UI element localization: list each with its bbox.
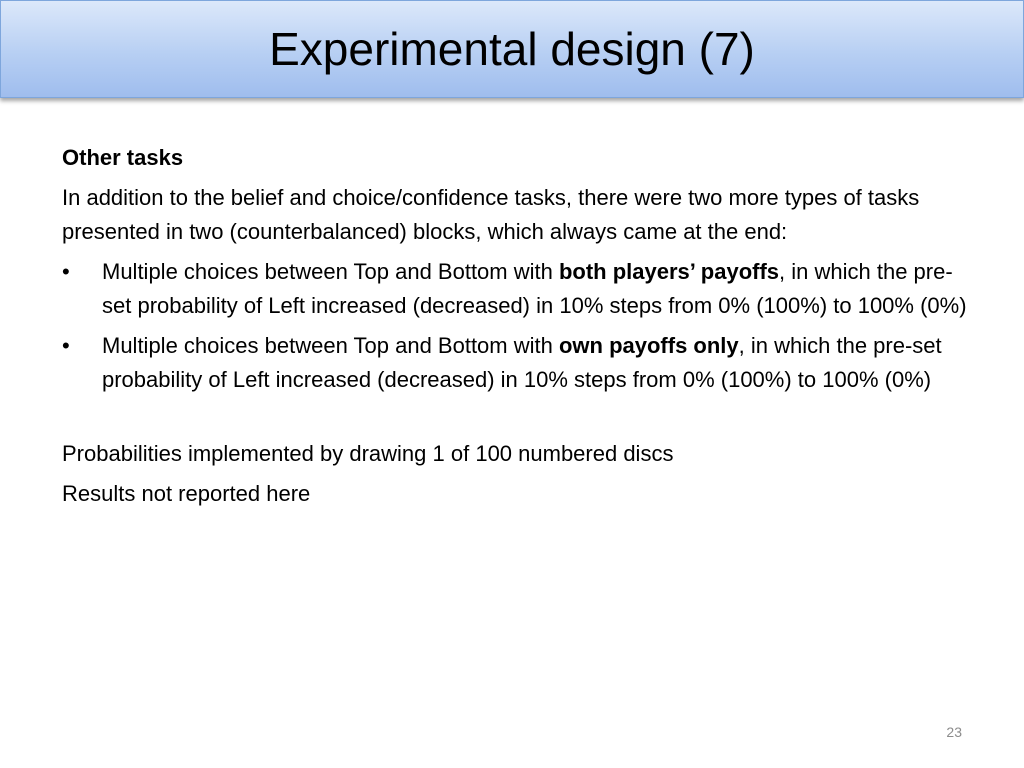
spacer (62, 403, 972, 437)
bullet-text-bold: both players’ payoffs (558, 259, 780, 284)
bullet-icon: • (62, 333, 70, 358)
slide-title: Experimental design (7) (269, 23, 755, 75)
intro-paragraph: In addition to the belief and choice/confidence tasks, there were two more types of tasks presented in two (counterbalanced) blocks, which always came at the end: (62, 185, 920, 244)
slide-body (62, 141, 972, 517)
bullet-text-before: Multiple choices between Top and Bottom with (102, 259, 559, 284)
section-heading: Other tasks (62, 145, 184, 170)
bullet-item (62, 255, 972, 323)
probabilities-note: Probabilities implemented by drawing 1 of 100 numbered discs (62, 441, 674, 466)
bullet-list (62, 255, 972, 397)
bullet-text-before: Multiple choices between Top and Bottom with (102, 333, 559, 358)
bullet-icon: • (62, 259, 70, 284)
results-note: Results not reported here (62, 481, 311, 506)
bullet-item (62, 329, 972, 397)
bullet-text-bold: own payoffs only (558, 333, 739, 358)
slide-number: 23 (946, 724, 962, 740)
title-bar (0, 0, 1024, 98)
bullet-text-after: , in which the pre-set probability of Left increased (decreased) in 10% steps from 0% (100%) to 100% (0%) (102, 333, 942, 392)
bullet-text-after: , in which the pre-set probability of Left increased (decreased) in 10% steps from 0% (100%) to 100% (0%) (102, 259, 967, 318)
